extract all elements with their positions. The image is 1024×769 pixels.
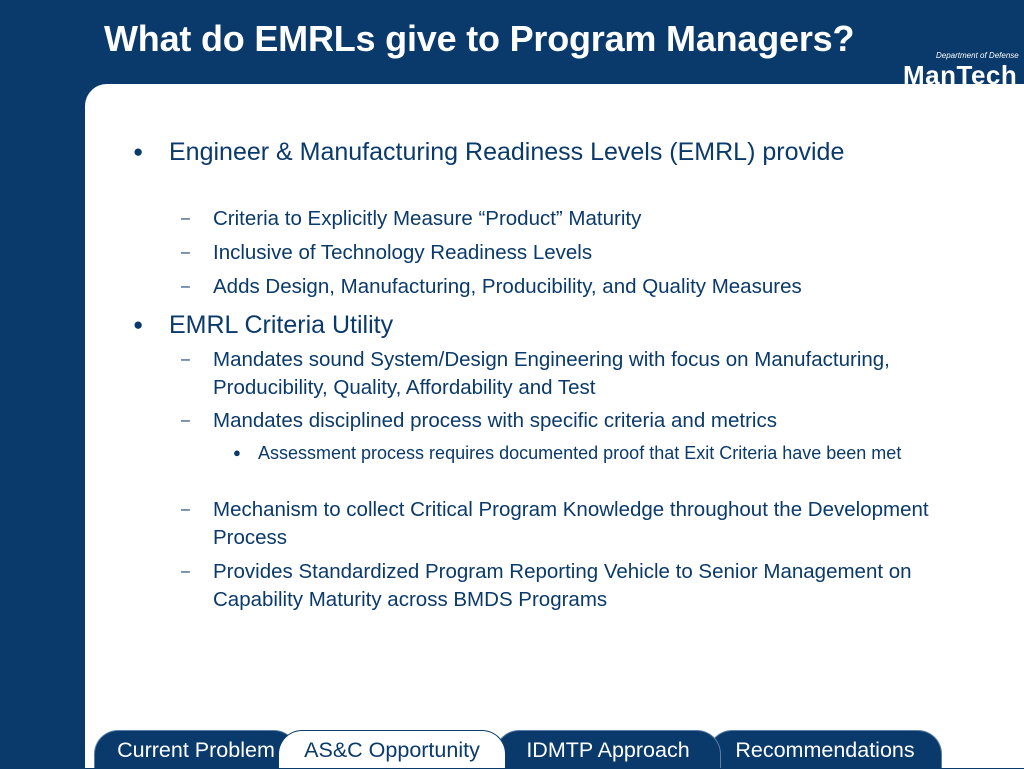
dash-icon: – [181,244,190,261]
list-item-text: Provides Standardized Program Reporting Vehicle to Senior Management on Capability Maturity across BMDS Programs [213,560,912,611]
tab-idmtp-approach[interactable]: IDMTP Approach [495,730,721,768]
dash-icon: – [181,412,190,429]
list-item-text: Mandates sound System/Design Engineering with focus on Manufacturing, Producibility, Quality, Affordability and Test [213,348,890,399]
mantech-logo: ManTech [903,60,1018,90]
dash-icon: – [181,210,190,227]
list-item [133,309,949,341]
list-item-text: EMRL Criteria Utility [169,311,394,339]
tab-recommendations[interactable]: Recommendations [708,730,942,768]
list-item-text: Mandates disciplined process with specific criteria and metrics [213,409,777,432]
list-item [181,205,993,233]
section-tabs [0,726,1024,768]
dash-icon: – [181,501,190,518]
list-item [181,558,953,614]
list-item-text: Assessment process requires documented proof that Exit Criteria have been met [258,443,902,463]
list-item-text: Criteria to Explicitly Measure “Product” Maturity [213,207,642,230]
bullet-dot-icon: ● [133,315,144,334]
list-item [181,273,993,301]
page-title: What do EMRLs give to Program Managers? [104,18,855,59]
list-item-text: Adds Design, Manufacturing, Producibility, and Quality Measures [213,275,802,298]
dash-icon: – [181,351,190,368]
dash-icon: – [181,278,190,295]
list-item [233,441,983,465]
tab-current-problem[interactable]: Current Problem [94,730,298,768]
list-item-text: Engineer & Manufacturing Readiness Levels (EMRL) provide [169,138,845,166]
list-item-text: Inclusive of Technology Readiness Levels [213,241,593,264]
list-item [181,407,993,435]
list-item [133,136,889,168]
dash-icon: – [181,563,190,580]
tab-asc-opportunity[interactable]: AS&C Opportunity [278,730,506,768]
bullet-dot-icon: ● [133,142,144,161]
list-item [181,496,973,552]
list-item-text: Mechanism to collect Critical Program Knowledge throughout the Development Process [213,498,929,549]
list-item [181,239,993,267]
mantech-logo-subtitle: Department of Defense [936,51,1019,60]
bullet-dot-icon: ● [233,445,241,460]
list-item [181,346,933,402]
